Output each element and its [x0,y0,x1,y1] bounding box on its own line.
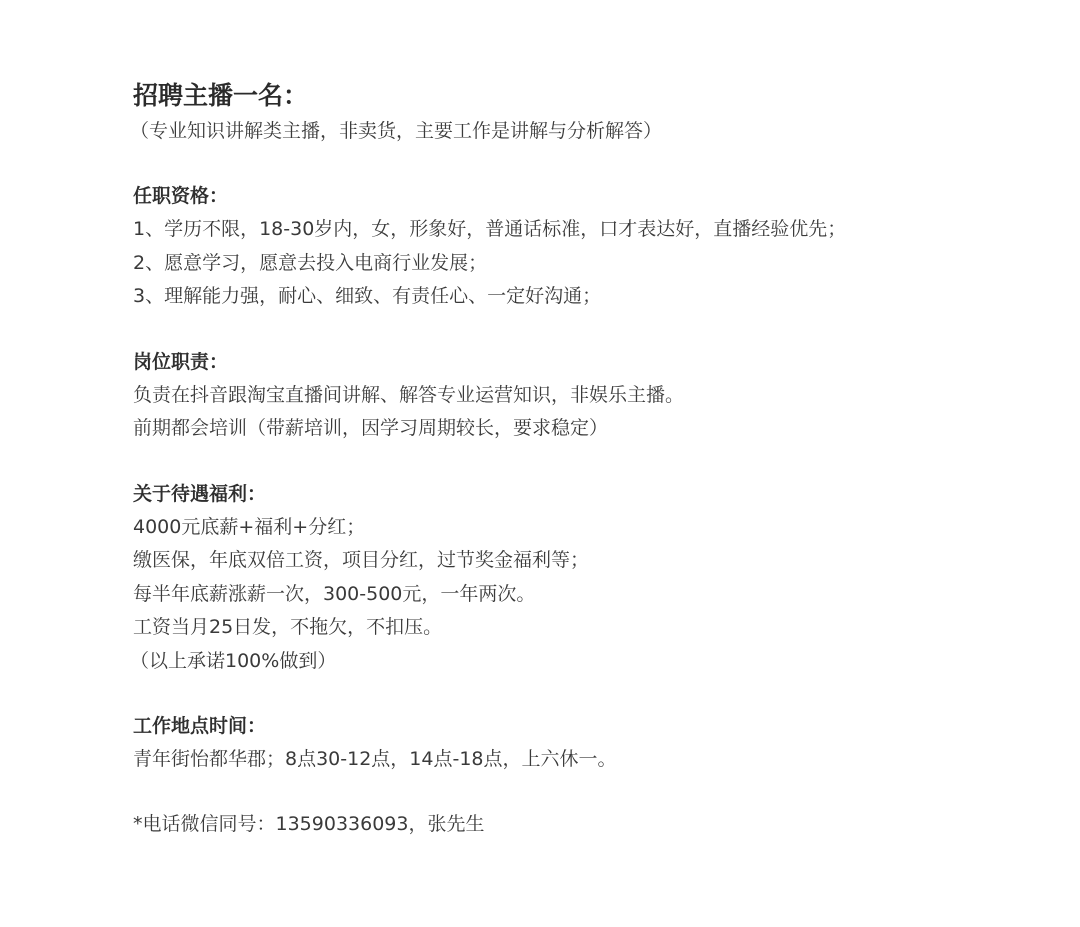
section-heading: 岗位职责： [133,350,229,373]
section-location-time [133,709,1033,777]
section-line: 负责在抖音跟淘宝直播间讲解、解答专业运营知识，非娱乐主播。 [133,383,685,406]
section-heading: 工作地点时间： [133,715,267,737]
section-heading: 关于待遇福利： [133,482,267,505]
section-line: 4000元底薪+福利+分红； [133,515,366,538]
section-heading: 任职资格： [133,185,229,207]
job-posting [130,78,1033,841]
section-qualifications [133,179,1033,314]
contact-info: *电话微信同号：13590336093，张先生 [133,812,485,835]
section-line: 青年街怡都华郡；8点30-12点，14点-18点，上六休一。 [133,748,617,770]
section-line: 缴医保，年底双倍工资，项目分红，过节奖金福利等； [133,549,590,571]
section-line: 1、学历不限，18-30岁内，女，形象好，普通话标准，口才表达好，直播经验优先； [133,218,847,240]
posting-title: 招聘主播一名： [133,81,309,110]
section-line: 2、愿意学习，愿意去投入电商行业发展； [133,251,488,274]
section-benefits [130,477,1033,679]
section-line: 每半年底薪涨薪一次，300-500元，一年两次。 [133,582,536,605]
section-line: 前期都会培训（带薪培训，因学习周期较长，要求稳定） [133,417,609,439]
section-responsibilities [133,345,1033,446]
section-line: 3、理解能力强，耐心、细致、有责任心、一定好沟通； [133,285,602,307]
posting-subtitle: （专业知识讲解类主播，非卖货，主要工作是讲解与分析解答） [130,120,663,142]
section-line: 工资当月25日发，不拖欠，不扣压。 [133,616,443,638]
section-line: （以上承诺100%做到） [130,649,337,672]
